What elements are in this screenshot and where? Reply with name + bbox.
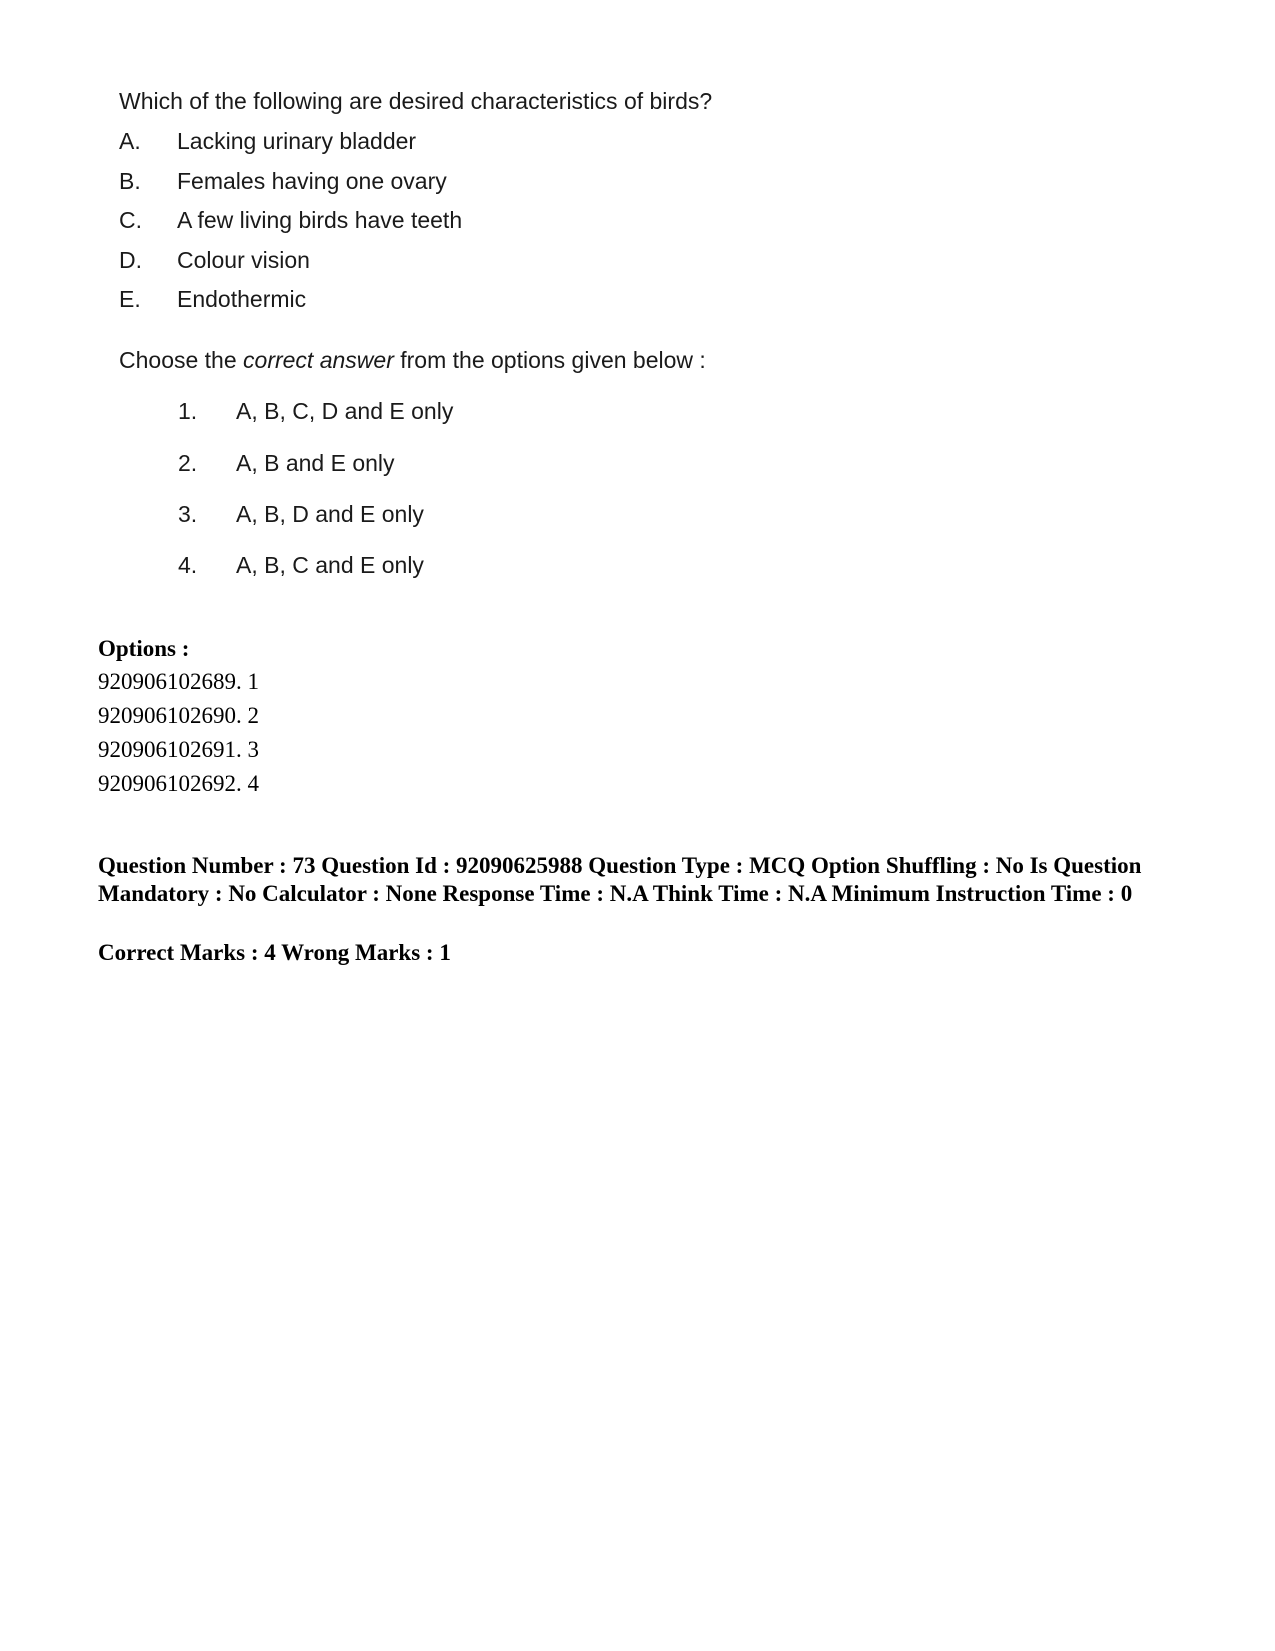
- statement-a: [119, 128, 416, 155]
- question-stem: Which of the following are desired characteristics of birds?: [119, 88, 713, 114]
- choose-text-before: Choose the: [119, 347, 244, 373]
- statement-b: [119, 168, 447, 195]
- statement-label: A.: [119, 128, 141, 154]
- answer-4: [178, 552, 424, 579]
- answer-number: 1.: [178, 398, 198, 424]
- answer-1: [178, 398, 453, 425]
- answer-2: [178, 450, 395, 477]
- answer-text: A, B, C and E only: [236, 552, 424, 578]
- statement-text: Colour vision: [177, 247, 310, 273]
- statement-e: [119, 286, 306, 313]
- option-item: 920906102689. 1: [98, 669, 259, 694]
- option-item: 920906102692. 4: [98, 771, 259, 796]
- statement-c: [119, 207, 462, 234]
- choose-text-after: from the options given below :: [393, 347, 706, 373]
- statement-text: Endothermic: [177, 286, 307, 312]
- statement-text: Females having one ovary: [177, 168, 447, 194]
- statement-label: B.: [119, 168, 141, 194]
- statement-text: A few living birds have teeth: [177, 207, 463, 233]
- answer-text: A, B, C, D and E only: [236, 398, 454, 424]
- choose-text-emphasis: correct answer: [243, 347, 394, 373]
- question-marks: Correct Marks : 4 Wrong Marks : 1: [98, 940, 451, 965]
- options-title: Options :: [98, 636, 190, 661]
- options-list: [98, 633, 259, 801]
- statement-label: E.: [119, 286, 141, 312]
- answer-3: [178, 501, 424, 528]
- statement-text: Lacking urinary bladder: [177, 128, 417, 154]
- question-metadata: Question Number : 73 Question Id : 92090625988 Question Type : MCQ Option Shuffling : No Is Question Mandatory : No Calculator : None Response Time : N.A Think Time : N.A Minimum Instruction Time : 0: [98, 853, 1142, 906]
- statement-label: C.: [119, 207, 142, 233]
- answer-number: 2.: [178, 450, 198, 476]
- option-item: 920906102691. 3: [98, 737, 259, 762]
- statement-label: D.: [119, 247, 142, 273]
- statement-d: [119, 247, 310, 274]
- choose-instruction: [119, 347, 706, 374]
- answer-text: A, B, D and E only: [236, 501, 424, 527]
- option-item: 920906102690. 2: [98, 703, 259, 728]
- answer-number: 3.: [178, 501, 198, 527]
- answer-text: A, B and E only: [236, 450, 395, 476]
- answer-number: 4.: [178, 552, 198, 578]
